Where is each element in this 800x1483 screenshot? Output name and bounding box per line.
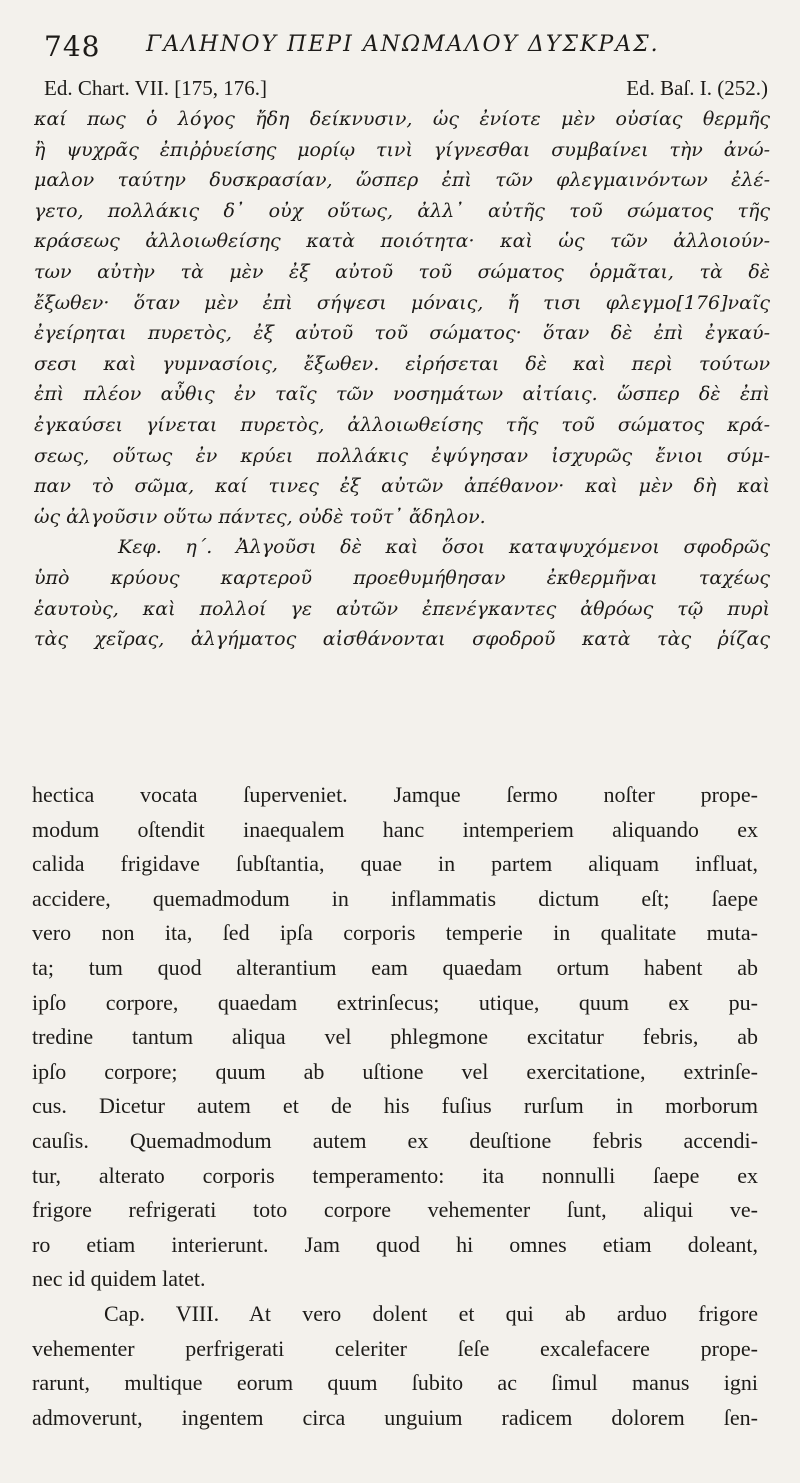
- greek-line: τὰς χεῖρας, ἀλγήματος αἰσθάνονται σφοδροῦ κατὰ τὰς ῥίζας: [34, 628, 770, 651]
- greek-line: ἐγκαύσει γίνεται πυρετὸς, ἀλλοιωθείσης τῆς τοῦ σώματος κρά-: [34, 413, 770, 436]
- greek-line: σεσι καὶ γυμνασίοις, ἔξωθεν. εἰρήσεται δὲ καὶ περὶ τούτων: [34, 352, 770, 375]
- edition-basel: Ed. Baſ. I. (252.): [626, 76, 768, 100]
- latin-line: cus. Dicetur autem et de his fuſius rurſum in morborum: [32, 1093, 758, 1119]
- greek-line: μαλον ταύτην δυσκρασίαν, ὥσπερ ἐπὶ τῶν φλεγμαινόντων ἐλέ-: [34, 169, 770, 192]
- latin-line: vero non ita, ſed ipſa corporis temperie in qualitate muta-: [32, 920, 758, 946]
- running-head: [34, 30, 774, 68]
- greek-line: ἐπὶ πλέον αὖθις ἐν ταῖς τῶν νοσημάτων αἰτίαις. ὥσπερ δὲ ἐπὶ: [34, 383, 770, 406]
- greek-line: σεως, οὕτως ἐν κρύει πολλάκις ἐψύγησαν ἰσχυρῶς ἔνιοι σύμ-: [34, 444, 770, 467]
- latin-line: accidere, quemadmodum in inflammatis dictum eſt; ſaepe: [32, 885, 758, 911]
- greek-line: παν τὸ σῶμα, καί τινες ἐξ αὐτῶν ἀπέθανον· καὶ μὲν δὴ καὶ: [34, 475, 770, 498]
- latin-line: admoverunt, ingentem circa unguium radicem dolorem ſen-: [32, 1404, 758, 1430]
- latin-line: tredine tantum aliqua vel phlegmone excitatur febris, ab: [32, 1024, 758, 1050]
- greek-line: ἑαυτοὺς, καὶ πολλοί γε αὐτῶν ἐπενέγκαντες ἀθρόως τῷ πυρὶ: [34, 597, 770, 620]
- greek-line: κράσεως ἀλλοιωθείσης κατὰ ποιότητα· καὶ ὡς τῶν ἀλλοιούν-: [34, 230, 770, 253]
- greek-line: γετο, πολλάκις δ᾽ οὐχ οὕτως, ἀλλ᾽ αὐτῆς τοῦ σώματος τῆς: [34, 199, 770, 222]
- greek-line: ἐγείρηται πυρετὸς, ἐξ αὐτοῦ τοῦ σώματος· ὅταν δὲ ἐπὶ ἐγκαύ-: [34, 322, 770, 345]
- running-title: ΓΑΛΗΝΟΥ ΠΕΡΙ ΑΝΩΜΑΛΟΥ ΔΥΣΚΡΑΣ.: [146, 32, 660, 57]
- latin-line: ipſo corpore; quum ab uſtione vel exercitatione, extrinſe-: [32, 1058, 758, 1084]
- greek-line: των αὐτὴν τὰ μὲν ἐξ αὐτοῦ τοῦ σώματος ὁρμᾶται, τὰ δὲ: [34, 260, 770, 283]
- greek-chapter-heading-line: Κεφ. η΄. Ἀλγοῦσι δὲ καὶ ὅσοι καταψυχόμενοι σφοδρῶς: [118, 536, 770, 559]
- latin-line: ta; tum quod alterantium eam quaedam ortum habent ab: [32, 954, 758, 980]
- latin-line: cauſis. Quemadmodum autem ex deuſtione febris accendi-: [32, 1127, 758, 1153]
- latin-text-block: [32, 778, 758, 1435]
- latin-line: nec id quidem latet.: [32, 1266, 206, 1292]
- latin-chapter-heading-line: Cap. VIII. At vero dolent et qui ab arduo frigore: [104, 1300, 758, 1326]
- latin-line: ro etiam interierunt. Jam quod hi omnes etiam doleant,: [32, 1231, 758, 1257]
- latin-line: calida frigidave ſubſtantia, quae in partem aliquam influat,: [32, 851, 758, 877]
- greek-line: ἢ ψυχρᾶς ἐπιῤῥυείσης μορίῳ τινὶ γίγνεσθαι συμβαίνει τὴν ἀνώ-: [34, 138, 770, 161]
- latin-line: ipſo corpore, quaedam extrinſecus; utique, quum ex pu-: [32, 989, 758, 1015]
- greek-line: ἔξωθεν· ὅταν μὲν ἐπὶ σήψεσι μόναις, ἤ τισι φλεγμο[176]ναῖς: [34, 291, 770, 314]
- edition-chartier: Ed. Chart. VII. [175, 176.]: [44, 76, 267, 100]
- greek-line: καί πως ὁ λόγος ἤδη δείκνυσιν, ὡς ἐνίοτε μὲν οὐσίας θερμῆς: [34, 108, 770, 130]
- latin-line: modum oſtendit inaequalem hanc intemperiem aliquando ex: [32, 816, 758, 842]
- page-number: 748: [44, 30, 101, 63]
- latin-line: vehementer perfrigerati celeriter ſeſe excalefacere prope-: [32, 1335, 758, 1361]
- greek-line: ὡς ἀλγοῦσιν οὕτω πάντες, οὐδὲ τοῦτ᾽ ἄδηλον.: [34, 505, 486, 528]
- latin-line: frigore refrigerati toto corpore vehementer ſunt, aliqui ve-: [32, 1197, 758, 1223]
- section-gap: [34, 745, 770, 746]
- latin-line: tur, alterato corporis temperamento: ita nonnulli ſaepe ex: [32, 1162, 758, 1188]
- greek-text-block: [34, 104, 770, 655]
- greek-line: ὑπὸ κρύους καρτεροῦ προεθυμήθησαν ἐκθερμῆναι ταχέως: [34, 566, 770, 589]
- edition-references: [44, 76, 768, 104]
- latin-line: hectica vocata ſuperveniet. Jamque ſermo noſter prope-: [32, 782, 758, 807]
- latin-line: rarunt, multique eorum quum ſubito ac ſimul manus igni: [32, 1370, 758, 1396]
